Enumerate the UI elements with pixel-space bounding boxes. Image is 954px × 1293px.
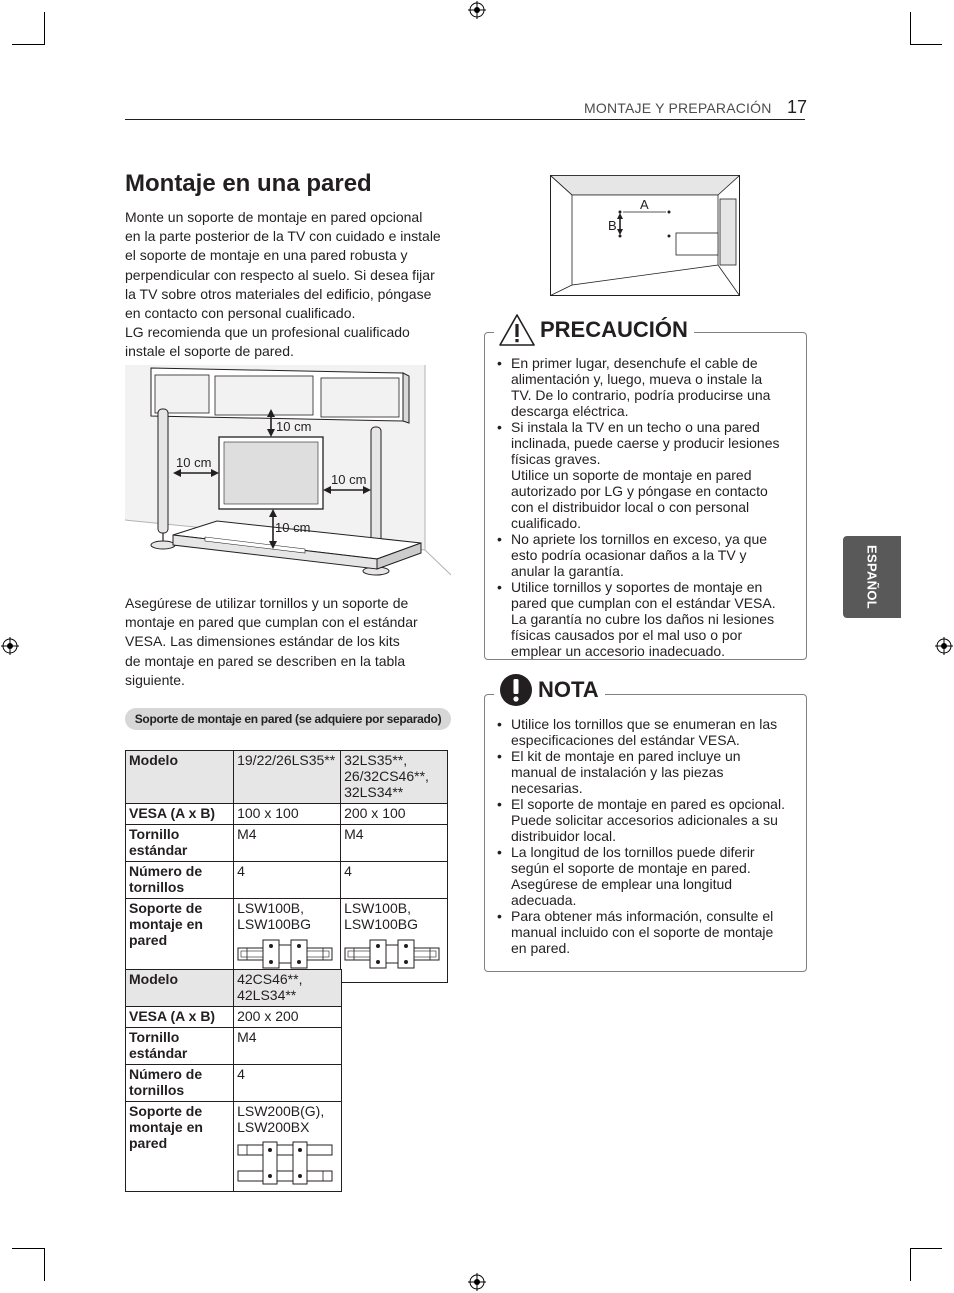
note-box: [484, 694, 807, 972]
table-cell: 19/22/26LS35**: [234, 751, 341, 804]
language-tab: [843, 536, 901, 618]
registration-mark-icon: [468, 1273, 486, 1291]
vesa-label-b: B: [608, 218, 617, 233]
crop-mark: [12, 1248, 44, 1249]
clearance-label-bottom: 10 cm: [275, 520, 311, 535]
caution-heading: [494, 310, 694, 350]
registration-mark-icon: [1, 637, 19, 655]
row-header: VESA (A x B): [126, 1007, 234, 1028]
row-header: Soporte de montaje en pared: [126, 899, 234, 983]
table-cell: 4: [234, 1065, 342, 1102]
table-row: [126, 751, 448, 804]
table-row: [126, 1102, 342, 1192]
row-header: Soporte de montaje en pared: [126, 1102, 234, 1192]
list-item: • El soporte de montaje en pared es opcional. Puede solicitar accesorios adicionales a su distribuidor local.: [497, 796, 802, 844]
table-cell: M4: [234, 1028, 342, 1065]
text-line: instale el soporte de pared.: [125, 343, 294, 360]
header-rule: [125, 119, 805, 120]
clearance-label-right: 10 cm: [331, 472, 367, 487]
table-cell: 4: [341, 862, 448, 899]
row-header: VESA (A x B): [126, 804, 234, 825]
wall-bracket-icon: [237, 938, 333, 970]
table-cell: [234, 1102, 342, 1192]
table-cell: 200 x 200: [234, 1007, 342, 1028]
row-header: Tornillo estándar: [126, 825, 234, 862]
clearance-label-top: 10 cm: [276, 419, 312, 434]
list-item: • Utilice tornillos y soportes de montaje en pared que cumplan con el estándar VESA. La garantía no cubre los daños ni lesiones físicas causados por el mal uso o por emplear un accesorio inadecuado.: [497, 579, 802, 659]
list-item: • Si instala la TV en un techo o una pared inclinada, puede caerse y producir lesiones físicas graves. Utilice un soporte de montaje en pared autorizado por LG y póngase en contacto con el distribuidor local o con personal cualificado.: [497, 419, 802, 531]
exclamation-circle-icon: [498, 672, 534, 708]
crop-mark: [910, 1248, 911, 1281]
text-line: siguiente.: [125, 671, 185, 688]
row-header: Número de tornillos: [126, 862, 234, 899]
page-title: Montaje en una pared: [125, 170, 372, 197]
bracket-model: LSW100B, LSW100BG: [344, 900, 418, 932]
note-heading: [494, 670, 605, 710]
table-row: [126, 825, 448, 862]
table-row: [126, 1065, 342, 1102]
list-item: • En primer lugar, desenchufe el cable de alimentación y, luego, mueva o instale la TV. De lo contrario, podría producirse una descarga eléctrica.: [497, 355, 802, 419]
spec-table-2: [125, 969, 342, 1192]
spec-table-1: [125, 750, 448, 983]
list-item: • Utilice los tornillos que se enumeran en las especificaciones del estándar VESA.: [497, 716, 802, 748]
vesa-label-a: A: [640, 197, 649, 212]
list-item: • Para obtener más información, consulte el manual incluido con el soporte de montaje en pared.: [497, 908, 802, 956]
bracket-model: LSW100B, LSW100BG: [237, 900, 312, 932]
wall-bracket-icon: [237, 1141, 333, 1185]
text-line: en la parte posterior de la TV con cuidado e instale: [125, 228, 441, 245]
text-line: Asegúrese de utilizar tornillos y un soporte de: [125, 595, 409, 611]
table-cell: [341, 899, 448, 983]
note-title: NOTA: [538, 677, 599, 702]
table-row: [126, 1028, 342, 1065]
page-number: 17: [787, 97, 808, 117]
crop-mark: [910, 1248, 942, 1249]
crop-mark: [910, 12, 911, 45]
wall-mount-table-label: Soporte de montaje en pared (se adquiere por separado): [125, 708, 451, 730]
table-cell: 100 x 100: [234, 804, 341, 825]
list-item: • No apriete los tornillos en exceso, ya que esto podría ocasionar daños a la TV y anular la garantía.: [497, 531, 802, 579]
caution-box: [484, 332, 807, 660]
table-row: [126, 1007, 342, 1028]
table-row: [126, 804, 448, 825]
language-tab-label: ESPAÑOL: [864, 545, 880, 609]
crop-mark: [44, 1248, 45, 1281]
warning-triangle-icon: [498, 313, 536, 347]
text-line: la TV sobre otros materiales del edificio, póngase: [125, 285, 432, 302]
row-header: Tornillo estándar: [126, 1028, 234, 1065]
row-header: Modelo: [126, 751, 234, 804]
intro-paragraph: [125, 208, 455, 362]
bracket-model: LSW200B(G), LSW200BX: [237, 1103, 325, 1135]
table-row: [126, 862, 448, 899]
table-cell: 4: [234, 862, 341, 899]
tv-back-vesa-diagram: [550, 175, 740, 296]
wall-bracket-icon: [344, 938, 440, 970]
table-cell: 200 x 100: [341, 804, 448, 825]
crop-mark: [44, 12, 45, 45]
vesa-paragraph: [125, 594, 455, 690]
registration-mark-icon: [468, 1, 486, 19]
crop-mark: [12, 44, 44, 45]
text-line: montaje en pared que cumplan con el estándar: [125, 614, 418, 631]
text-line: de montaje en pared se describen en la tabla: [125, 652, 406, 669]
caution-title: PRECAUCIÓN: [540, 317, 688, 342]
text-line: LG recomienda que un profesional cualificado: [125, 324, 410, 341]
registration-mark-icon: [935, 637, 953, 655]
text-line: perpendicular con respecto al suelo. Si desea fijar: [125, 266, 435, 283]
table-row: [126, 970, 342, 1007]
crop-mark: [910, 44, 942, 45]
table-cell: M4: [234, 825, 341, 862]
table-cell: 32LS35**, 26/32CS46**, 32LS34**: [341, 751, 448, 804]
wall-mount-clearance-illustration: [125, 365, 451, 583]
running-head: MONTAJE Y PREPARACIÓN: [584, 100, 772, 116]
row-header: Número de tornillos: [126, 1065, 234, 1102]
text-line: el soporte de montaje en una pared robusta y: [125, 247, 408, 264]
table-cell: M4: [341, 825, 448, 862]
row-header: Modelo: [126, 970, 234, 1007]
text-line: VESA. Las dimensiones estándar de los kits: [125, 633, 400, 650]
list-item: • El kit de montaje en pared incluye un manual de instalación y las piezas necesarias.: [497, 748, 802, 796]
clearance-label-left: 10 cm: [176, 455, 212, 470]
text-line: Monte un soporte de montaje en pared opcional: [125, 209, 423, 225]
list-item: • La longitud de los tornillos puede diferir según el soporte de montaje en pared. Asegúrese de emplear una longitud adecuada.: [497, 844, 802, 908]
text-line: en contacto con personal cualificado.: [125, 305, 356, 322]
table-cell: 42CS46**, 42LS34**: [234, 970, 342, 1007]
